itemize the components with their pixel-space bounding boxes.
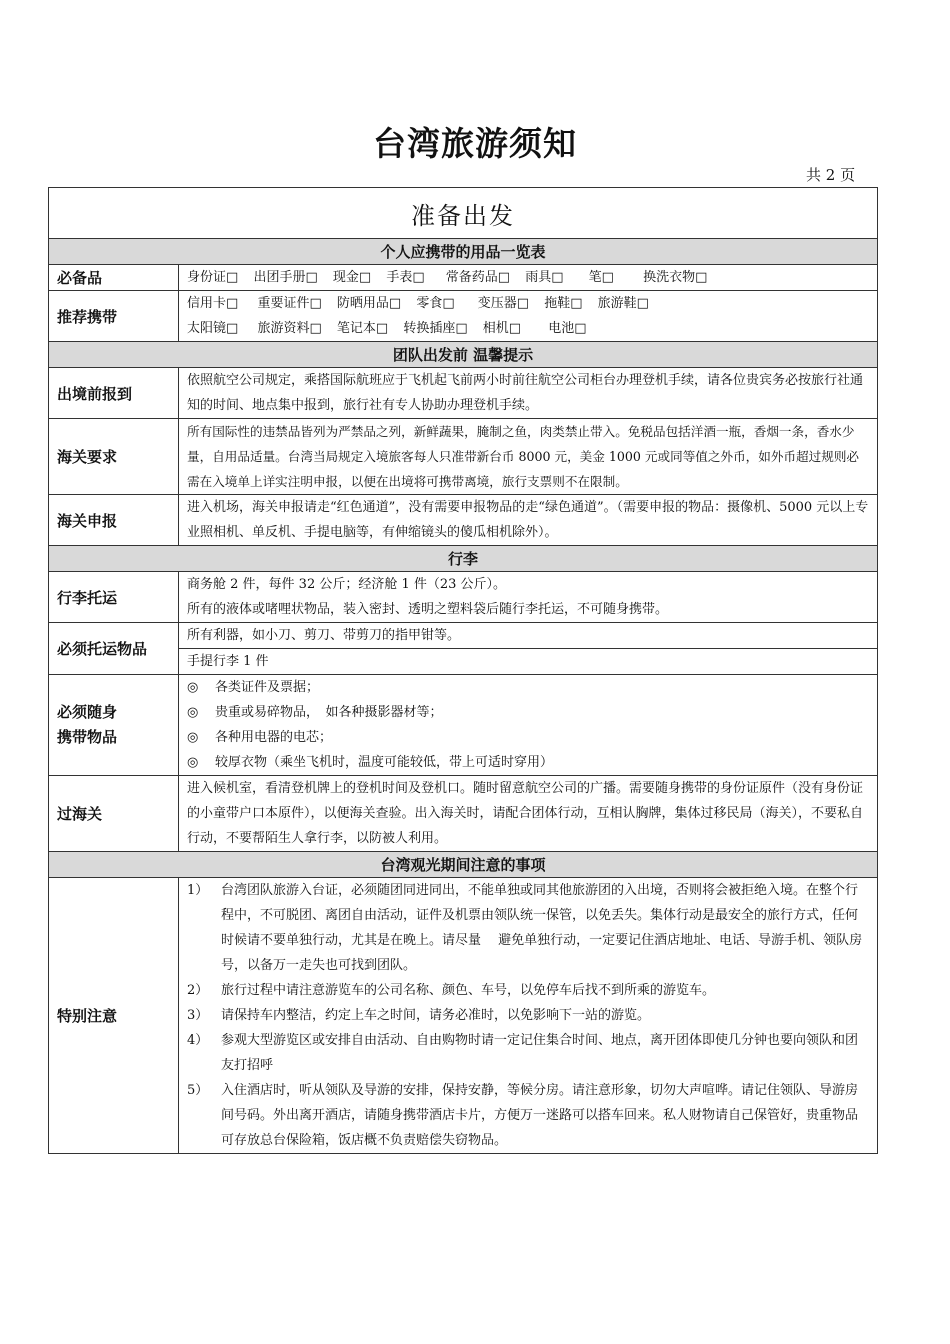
list-item: 雨具□ [525,270,564,285]
checkin-text: 依照航空公司规定，乘搭国际航班应于飞机起飞前两小时前往航空公司柜台办理登机手续，请各位贵宾务必按旅行社通知的时间、地点集中报到，旅行社有专人协助办理登机手续。 [179,368,878,419]
list-item: 旅游鞋□ [597,296,649,311]
list-item-text: 台湾团队旅游入台证，必须随团同进同出，不能单独或同其他旅游团的入出境，否则将会被拒绝入境。在整个行程中，不可脱团、离团自由活动，证件及机票由领队统一保管，以免丢失。集体行动是最安全的旅行方式，任何时候请不要单独行动，尤其是在晚上。请尽量 避免单独行动，一定要记住酒店地址、电话、导游手机、领队房号，以备万一走失也可找到团队。 [221,883,863,973]
list-item [187,878,869,978]
list-item: 零食□ [416,296,455,311]
list-item: 变压器□ [477,296,530,311]
baggage-line: 商务舱 2 件，每件 32 公斤；经济舱 1 件（23 公斤）。 [187,577,507,592]
table-row [49,572,878,623]
item-number: 4） [187,1033,209,1048]
must-check-line: 所有利器，如小刀、剪刀、带剪刀的指甲钳等。 [179,623,878,649]
row-label-pass-customs: 过海关 [49,776,179,852]
row-label-recommended: 推荐携带 [49,291,179,342]
list-item: 出团手册□ [253,270,318,285]
header-row [49,188,878,239]
row-label-essentials: 必备品 [49,265,179,291]
row-label-baggage: 行李托运 [49,572,179,623]
row-label-declare: 海关申报 [49,495,179,546]
list-item-text: 参观大型游览区或安排自由活动、自由购物时请一定记住集合时间、地点，离开团体即使几分钟也要向领队和团友打招呼 [221,1033,859,1073]
table-row [49,675,878,776]
item-number: 5） [187,1083,209,1098]
list-item-text: 旅行过程中请注意游览车的公司名称、颜色、车号，以免停车后找不到所乘的游览车。 [221,983,716,998]
list-item: 太阳镜□ [187,321,239,336]
list-item-text: 较厚衣物（乘坐飞机时，温度可能较低，带上可适时穿用） [215,755,554,770]
list-item [187,700,869,725]
list-item: 现金□ [332,270,372,285]
label-line: 携带物品 [57,728,118,746]
list-item-text: 各种用电器的电芯； [215,730,333,745]
special-list [179,878,878,1154]
list-item-text: 请保持车内整洁，约定上车之时间，请务必准时，以免影响下一站的游览。 [221,1008,651,1023]
declare-text: 进入机场，海关申报请走“红色通道”，没有需要申报物品的走“绿色通道”。（需要申报的物品：摄像机、5000 元以上专业照相机、单反机、手提电脑等，有伸缩镜头的傻瓜相机除外）。 [179,495,878,546]
table-row [49,368,878,419]
recommended-list [179,291,878,342]
list-item [187,978,869,1003]
item-number: 3） [187,1008,209,1023]
list-item: 换洗衣物□ [643,270,708,285]
list-item-text: 各类证件及票据； [215,680,320,695]
table-row [49,495,878,546]
list-item: 转换插座□ [403,321,468,336]
list-item [187,1078,869,1153]
table-row [49,265,878,291]
baggage-line: 所有的液体或啫哩状物品，装入密封、透明之塑料袋后随行李托运，不可随身携带。 [187,602,669,617]
table-row [49,419,878,495]
table-row [49,776,878,852]
customs-text: 所有国际性的违禁品皆列为严禁品之列，新鲜蔬果，腌制之鱼，肉类禁止带入。免税品包括洋酒一瓶，香烟一条，香水少量，自用品适量。台湾当局规定入境旅客每人只准带新台币 8000 元，美金 1000 元或同等值之外币，如外币超过规则必需在入境单上详实注明申报，以便在出境将可携带离境，旅行支票则不在限制。 [179,419,878,495]
must-check-line: 手提行李 1 件 [179,649,878,675]
item-number: 2） [187,983,209,998]
row-label-checkin: 出境前报到 [49,368,179,419]
list-item: 笔□ [588,270,614,285]
row-label-carry-on [49,675,179,776]
section-header-prepare: 准备出发 [49,188,878,239]
list-item [187,750,869,775]
table-row [49,623,878,649]
item-number: 1） [187,883,209,898]
list-item: 防晒用品□ [336,296,402,311]
baggage-text [179,572,878,623]
list-item: 信用卡□ [187,296,239,311]
bullet-icon: ◎ [187,755,199,770]
essentials-list [179,265,878,291]
section-sightseeing: 台湾观光期间注意的事项 [49,852,878,878]
row-label-must-check: 必须托运物品 [49,623,179,675]
row-label-customs: 海关要求 [49,419,179,495]
pass-customs-text: 进入候机室，看清登机牌上的登机时间及登机口。随时留意航空公司的广播。需要随身携带的身份证原件（没有身份证的小童带户口本原件），以便海关查验。出入海关时，请配合团体行动，互相认胸牌，集体过移民局（海关），不要私自行动，不要帮陌生人拿行李，以防被人利用。 [179,776,878,852]
table-row [49,878,878,1154]
table-row [49,291,878,342]
list-item [187,675,869,700]
bullet-icon: ◎ [187,730,199,745]
list-item [187,1003,869,1028]
section-items: 个人应携带的用品一览表 [49,239,878,265]
list-item [187,1028,869,1078]
list-item: 相机□ [482,321,522,336]
list-item: 身份证□ [187,270,239,285]
list-item: 电池□ [548,321,587,336]
list-item: 手表□ [386,270,425,285]
list-item: 旅游资料□ [257,321,322,336]
list-item: 重要证件□ [257,296,322,311]
row-label-special: 特别注意 [49,878,179,1154]
list-item: 拖鞋□ [544,296,583,311]
page-count: 共 2 页 [806,166,856,184]
list-item-text: 贵重或易碎物品， 如各种摄影器材等； [215,705,443,720]
bullet-icon: ◎ [187,680,199,695]
section-team: 团队出发前 温馨提示 [49,342,878,368]
info-table [48,187,878,1154]
label-line: 必须随身 [57,703,118,721]
document-title: 台湾旅游须知 [373,124,577,163]
list-item [187,725,869,750]
list-item: 笔记本□ [336,321,389,336]
list-item: 常备药品□ [445,270,511,285]
list-item-text: 入住酒店时，听从领队及导游的安排，保持安静，等候分房。请注意形象，切勿大声喧哗。请记住领队、导游房间号码。外出离开酒店，请随身携带酒店卡片，方便万一迷路可以搭车回来。私人财物请自己保管好，贵重物品可存放总台保险箱，饭店概不负责赔偿失窃物品。 [221,1083,859,1148]
carry-on-list [179,675,878,776]
section-luggage: 行李 [49,546,878,572]
bullet-icon: ◎ [187,705,199,720]
